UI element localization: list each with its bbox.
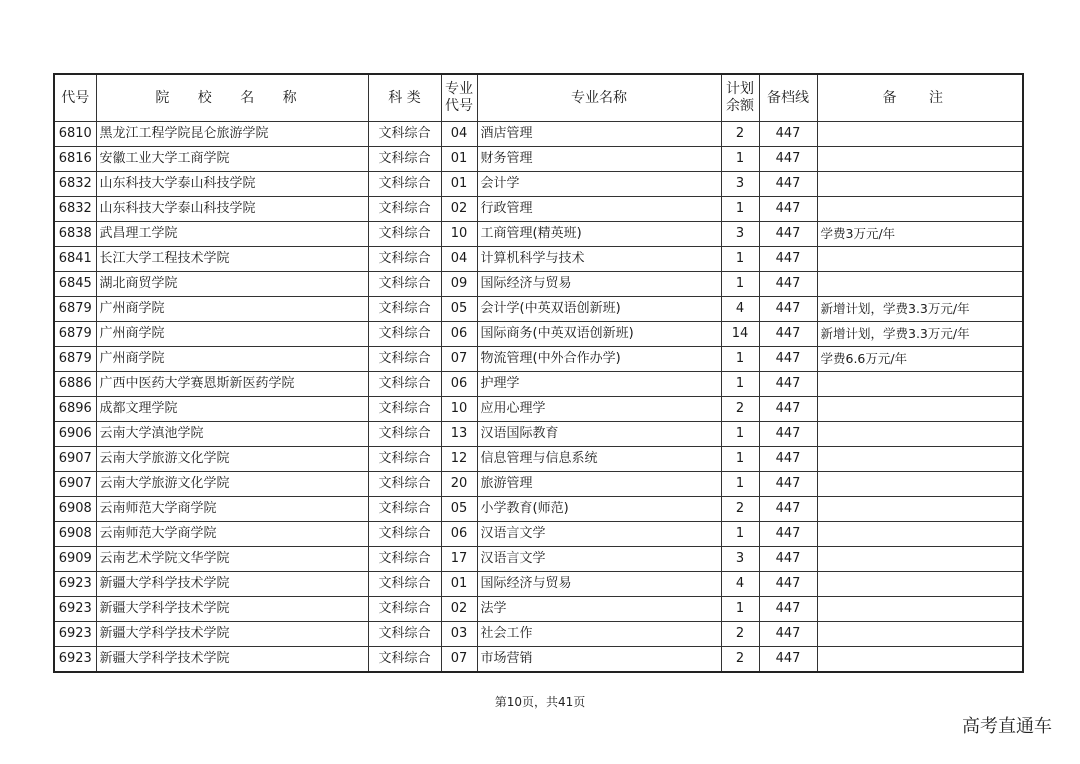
cell-major: 国际商务(中英双语创新班) xyxy=(477,322,721,347)
cell-category: 文科综合 xyxy=(368,172,441,197)
cell-line: 447 xyxy=(759,547,817,572)
cell-major: 社会工作 xyxy=(477,622,721,647)
table-row xyxy=(54,172,1023,197)
cell-major: 工商管理(精英班) xyxy=(477,222,721,247)
cell-school: 新疆大学科学技术学院 xyxy=(96,622,368,647)
table-row xyxy=(54,197,1023,222)
cell-school: 广西中医药大学赛恩斯新医药学院 xyxy=(96,372,368,397)
cell-code: 6923 xyxy=(54,572,96,597)
header-major: 专业名称 xyxy=(477,74,721,122)
cell-code: 6923 xyxy=(54,647,96,673)
cell-code: 6841 xyxy=(54,247,96,272)
header-note-label: 备 注 xyxy=(882,89,957,106)
cell-code: 6879 xyxy=(54,347,96,372)
cell-code: 6896 xyxy=(54,397,96,422)
cell-major: 酒店管理 xyxy=(477,122,721,147)
cell-quota: 2 xyxy=(721,122,759,147)
cell-category: 文科综合 xyxy=(368,322,441,347)
header-major-code xyxy=(441,74,477,122)
cell-category: 文科综合 xyxy=(368,272,441,297)
table-row xyxy=(54,322,1023,347)
cell-code: 6886 xyxy=(54,372,96,397)
cell-line: 447 xyxy=(759,622,817,647)
cell-code: 6879 xyxy=(54,297,96,322)
cell-category: 文科综合 xyxy=(368,197,441,222)
cell-quota: 1 xyxy=(721,147,759,172)
cell-code: 6906 xyxy=(54,422,96,447)
cell-major: 国际经济与贸易 xyxy=(477,272,721,297)
cell-line: 447 xyxy=(759,647,817,673)
cell-quota: 1 xyxy=(721,372,759,397)
cell-note xyxy=(817,147,1023,172)
header-quota-l1: 计划 xyxy=(726,81,754,97)
header-quota-l2: 余额 xyxy=(726,98,754,114)
header-school-label: 院 校 名 称 xyxy=(155,89,309,106)
table-row xyxy=(54,122,1023,147)
cell-code: 6907 xyxy=(54,447,96,472)
cell-note xyxy=(817,547,1023,572)
table-row xyxy=(54,247,1023,272)
cell-major: 旅游管理 xyxy=(477,472,721,497)
cell-quota: 3 xyxy=(721,172,759,197)
cell-note xyxy=(817,522,1023,547)
header-row xyxy=(54,74,1023,122)
cell-quota: 2 xyxy=(721,647,759,673)
cell-major-code: 04 xyxy=(441,247,477,272)
cell-major-code: 02 xyxy=(441,597,477,622)
cell-major: 汉语言文学 xyxy=(477,547,721,572)
header-school xyxy=(96,74,368,122)
cell-note: 学费3万元/年 xyxy=(817,222,1023,247)
cell-line: 447 xyxy=(759,147,817,172)
cell-major-code: 20 xyxy=(441,472,477,497)
cell-note: 学费6.6万元/年 xyxy=(817,347,1023,372)
cell-category: 文科综合 xyxy=(368,347,441,372)
cell-code: 6832 xyxy=(54,197,96,222)
cell-category: 文科综合 xyxy=(368,222,441,247)
cell-note xyxy=(817,122,1023,147)
cell-school: 山东科技大学泰山科技学院 xyxy=(96,172,368,197)
table-row xyxy=(54,547,1023,572)
cell-major: 计算机科学与技术 xyxy=(477,247,721,272)
cell-category: 文科综合 xyxy=(368,122,441,147)
cell-code: 6909 xyxy=(54,547,96,572)
cell-note xyxy=(817,622,1023,647)
cell-note xyxy=(817,422,1023,447)
cell-code: 6832 xyxy=(54,172,96,197)
cell-line: 447 xyxy=(759,597,817,622)
cell-line: 447 xyxy=(759,347,817,372)
cell-major-code: 17 xyxy=(441,547,477,572)
cell-line: 447 xyxy=(759,297,817,322)
cell-note xyxy=(817,197,1023,222)
cell-major: 应用心理学 xyxy=(477,397,721,422)
cell-major-code: 01 xyxy=(441,572,477,597)
cell-note xyxy=(817,172,1023,197)
cell-major: 会计学(中英双语创新班) xyxy=(477,297,721,322)
cell-category: 文科综合 xyxy=(368,647,441,673)
cell-major-code: 03 xyxy=(441,622,477,647)
cell-category: 文科综合 xyxy=(368,147,441,172)
cell-line: 447 xyxy=(759,372,817,397)
cell-major: 汉语言文学 xyxy=(477,522,721,547)
cell-quota: 1 xyxy=(721,272,759,297)
cell-major-code: 05 xyxy=(441,297,477,322)
table-row xyxy=(54,372,1023,397)
header-code: 代号 xyxy=(54,74,96,122)
cell-school: 云南大学滇池学院 xyxy=(96,422,368,447)
cell-major-code: 09 xyxy=(441,272,477,297)
cell-major-code: 05 xyxy=(441,497,477,522)
cell-category: 文科综合 xyxy=(368,572,441,597)
cell-quota: 4 xyxy=(721,572,759,597)
cell-code: 6845 xyxy=(54,272,96,297)
cell-quota: 1 xyxy=(721,422,759,447)
cell-major: 市场营销 xyxy=(477,647,721,673)
cell-school: 安徽工业大学工商学院 xyxy=(96,147,368,172)
cell-major-code: 02 xyxy=(441,197,477,222)
cell-quota: 4 xyxy=(721,297,759,322)
table-row xyxy=(54,147,1023,172)
cell-quota: 3 xyxy=(721,547,759,572)
cell-quota: 1 xyxy=(721,247,759,272)
cell-major-code: 01 xyxy=(441,172,477,197)
cell-major: 信息管理与信息系统 xyxy=(477,447,721,472)
cell-note: 新增计划，学费3.3万元/年 xyxy=(817,322,1023,347)
cell-note xyxy=(817,272,1023,297)
cell-category: 文科综合 xyxy=(368,472,441,497)
source-watermark: 高考直通车 xyxy=(962,716,1052,737)
cell-school: 成都文理学院 xyxy=(96,397,368,422)
cell-code: 6879 xyxy=(54,322,96,347)
header-line: 备档线 xyxy=(759,74,817,122)
cell-category: 文科综合 xyxy=(368,422,441,447)
cell-line: 447 xyxy=(759,222,817,247)
table-row xyxy=(54,472,1023,497)
table-body xyxy=(54,122,1023,673)
cell-line: 447 xyxy=(759,572,817,597)
cell-line: 447 xyxy=(759,522,817,547)
cell-category: 文科综合 xyxy=(368,597,441,622)
cell-code: 6907 xyxy=(54,472,96,497)
cell-note xyxy=(817,247,1023,272)
cell-quota: 1 xyxy=(721,597,759,622)
cell-school: 云南师范大学商学院 xyxy=(96,497,368,522)
cell-school: 武昌理工学院 xyxy=(96,222,368,247)
cell-major-code: 07 xyxy=(441,647,477,673)
cell-major: 财务管理 xyxy=(477,147,721,172)
table-row xyxy=(54,347,1023,372)
cell-major-code: 01 xyxy=(441,147,477,172)
table-row xyxy=(54,397,1023,422)
cell-major-code: 12 xyxy=(441,447,477,472)
cell-major: 护理学 xyxy=(477,372,721,397)
cell-school: 黑龙江工程学院昆仑旅游学院 xyxy=(96,122,368,147)
cell-note xyxy=(817,472,1023,497)
cell-category: 文科综合 xyxy=(368,522,441,547)
cell-school: 云南大学旅游文化学院 xyxy=(96,447,368,472)
table-row xyxy=(54,497,1023,522)
cell-line: 447 xyxy=(759,272,817,297)
cell-note xyxy=(817,397,1023,422)
cell-code: 6908 xyxy=(54,522,96,547)
cell-school: 新疆大学科学技术学院 xyxy=(96,597,368,622)
cell-category: 文科综合 xyxy=(368,622,441,647)
cell-major: 会计学 xyxy=(477,172,721,197)
cell-major-code: 06 xyxy=(441,372,477,397)
cell-category: 文科综合 xyxy=(368,497,441,522)
header-note xyxy=(817,74,1023,122)
cell-note xyxy=(817,572,1023,597)
admission-table xyxy=(53,73,1024,673)
cell-school: 广州商学院 xyxy=(96,347,368,372)
page-footer: 第10页，共41页 xyxy=(494,695,586,709)
table-row xyxy=(54,422,1023,447)
cell-category: 文科综合 xyxy=(368,247,441,272)
cell-school: 湖北商贸学院 xyxy=(96,272,368,297)
cell-major-code: 06 xyxy=(441,522,477,547)
table-row xyxy=(54,272,1023,297)
header-quota xyxy=(721,74,759,122)
cell-line: 447 xyxy=(759,322,817,347)
cell-note xyxy=(817,597,1023,622)
cell-major-code: 10 xyxy=(441,222,477,247)
cell-school: 广州商学院 xyxy=(96,297,368,322)
cell-major: 国际经济与贸易 xyxy=(477,572,721,597)
cell-major-code: 07 xyxy=(441,347,477,372)
cell-major-code: 06 xyxy=(441,322,477,347)
cell-line: 447 xyxy=(759,472,817,497)
cell-category: 文科综合 xyxy=(368,547,441,572)
cell-school: 云南大学旅游文化学院 xyxy=(96,472,368,497)
cell-line: 447 xyxy=(759,447,817,472)
cell-line: 447 xyxy=(759,397,817,422)
cell-school: 新疆大学科学技术学院 xyxy=(96,647,368,673)
cell-quota: 1 xyxy=(721,522,759,547)
cell-major: 物流管理(中外合作办学) xyxy=(477,347,721,372)
cell-major-code: 10 xyxy=(441,397,477,422)
cell-code: 6838 xyxy=(54,222,96,247)
table-row xyxy=(54,522,1023,547)
cell-school: 云南艺术学院文华学院 xyxy=(96,547,368,572)
cell-code: 6816 xyxy=(54,147,96,172)
cell-line: 447 xyxy=(759,197,817,222)
header-major-code-l1: 专业 xyxy=(445,81,473,97)
cell-major-code: 13 xyxy=(441,422,477,447)
cell-major: 法学 xyxy=(477,597,721,622)
cell-category: 文科综合 xyxy=(368,372,441,397)
cell-line: 447 xyxy=(759,247,817,272)
cell-quota: 1 xyxy=(721,472,759,497)
cell-line: 447 xyxy=(759,497,817,522)
cell-category: 文科综合 xyxy=(368,397,441,422)
cell-note xyxy=(817,647,1023,673)
cell-quota: 2 xyxy=(721,397,759,422)
cell-category: 文科综合 xyxy=(368,297,441,322)
cell-line: 447 xyxy=(759,122,817,147)
cell-school: 云南师范大学商学院 xyxy=(96,522,368,547)
table-row xyxy=(54,572,1023,597)
cell-school: 广州商学院 xyxy=(96,322,368,347)
cell-major: 汉语国际教育 xyxy=(477,422,721,447)
cell-school: 长江大学工程技术学院 xyxy=(96,247,368,272)
cell-school: 新疆大学科学技术学院 xyxy=(96,572,368,597)
cell-quota: 3 xyxy=(721,222,759,247)
cell-quota: 1 xyxy=(721,447,759,472)
table-row xyxy=(54,222,1023,247)
table-row xyxy=(54,647,1023,673)
cell-quota: 14 xyxy=(721,322,759,347)
cell-code: 6923 xyxy=(54,597,96,622)
table-row xyxy=(54,447,1023,472)
cell-note xyxy=(817,497,1023,522)
cell-code: 6908 xyxy=(54,497,96,522)
cell-major-code: 04 xyxy=(441,122,477,147)
cell-quota: 1 xyxy=(721,347,759,372)
cell-line: 447 xyxy=(759,422,817,447)
cell-code: 6810 xyxy=(54,122,96,147)
cell-code: 6923 xyxy=(54,622,96,647)
cell-note xyxy=(817,447,1023,472)
cell-major: 行政管理 xyxy=(477,197,721,222)
cell-school: 山东科技大学泰山科技学院 xyxy=(96,197,368,222)
cell-note xyxy=(817,372,1023,397)
header-category: 科 类 xyxy=(368,74,441,122)
cell-quota: 2 xyxy=(721,622,759,647)
cell-note: 新增计划，学费3.3万元/年 xyxy=(817,297,1023,322)
header-major-code-l2: 代号 xyxy=(445,98,473,114)
cell-quota: 1 xyxy=(721,197,759,222)
cell-major: 小学教育(师范) xyxy=(477,497,721,522)
table-row xyxy=(54,597,1023,622)
cell-category: 文科综合 xyxy=(368,447,441,472)
cell-line: 447 xyxy=(759,172,817,197)
cell-quota: 2 xyxy=(721,497,759,522)
table-row xyxy=(54,622,1023,647)
table-row xyxy=(54,297,1023,322)
